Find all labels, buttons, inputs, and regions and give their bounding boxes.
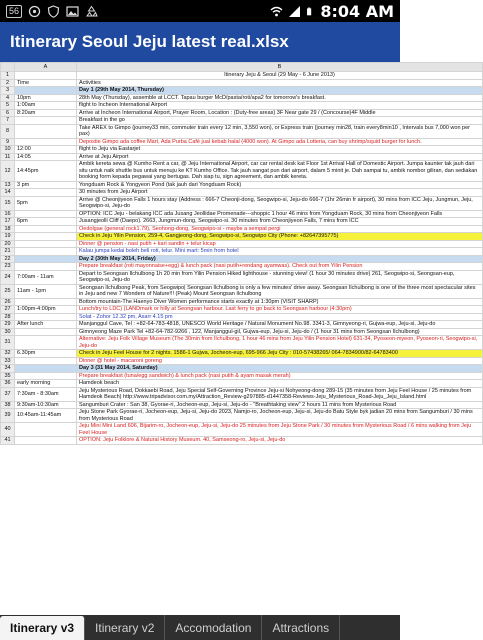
row-number[interactable]: 17 [1,218,15,226]
activity-cell[interactable]: Oedolgae (general rock1.79), Seohong-dong, Seogwipo-si - maybe a sempat pergi [77,225,483,233]
table-row [1,263,483,271]
row-number[interactable]: 15 [1,196,15,210]
table-row [1,210,483,218]
activity-cell[interactable]: Arrive at Incheon International Airport, Prayer Room, Location : (Duty-free areas) 3F Near gate 29 / (Concourse)4F Middle [77,109,483,117]
time-cell[interactable] [15,365,77,373]
activity-cell[interactable]: Gimnyeong Maze Park Tel +82-64-782-9266 , 122, Manjanggul-gil, Gujwa-eup, Jeju-si, Jeju-do / (1 hour 31 mins from Seongsan Ilchulbong) [77,328,483,336]
clock: 8:04 AM [320,1,394,21]
row-number[interactable]: 4 [1,94,15,102]
table-row [1,255,483,263]
table-row [1,357,483,365]
activity-cell[interactable]: Alternative: Jeju Folk Village Museum (The 30min from Ilchulbong, 1 hour 46 mins from Jeju Yilin Pension Hotel) 631-34, Pyoseon-myeon, Pyoseon-ri, Seogwipo-si, Jeju-do [77,336,483,350]
time-cell[interactable]: After lunch [15,321,77,329]
sheet-grid[interactable] [0,62,483,445]
time-cell[interactable]: 7:30am - 8:30am [15,387,77,401]
table-row [1,313,483,321]
time-cell[interactable] [15,372,77,380]
notification-count-badge: 56 [6,5,22,18]
status-bar [0,0,400,22]
activity-cell[interactable]: OPTION: Jeju Folklore & Natural History Museum. 40, Samseong-ro, Jeju-si, Jeju-do [77,437,483,445]
time-cell[interactable] [15,124,77,138]
activity-cell[interactable]: Kalau jumpa kedai boleh beli roti, telur. Mini mart: 5min from hotel [77,248,483,256]
row-number[interactable]: 3 [1,87,15,95]
row-number[interactable]: 31 [1,336,15,350]
row-number[interactable]: 35 [1,372,15,380]
activity-cell[interactable]: Sangumburi Crater : San 38, Gyorae-ri, Jocheon-eup, Jeju-si, Jeju-do - "Breathtaking view" 2 hours 11 mins from Mysterious Road [77,401,483,409]
row-number[interactable]: 29 [1,321,15,329]
time-cell[interactable]: 14:05 [15,153,77,161]
time-cell[interactable] [15,313,77,321]
time-cell[interactable] [15,255,77,263]
time-cell[interactable]: 10pm [15,94,77,102]
time-cell[interactable]: 11am - 1pm [15,284,77,298]
sheet-tab[interactable]: Itinerary v2 [85,615,165,640]
signal-icon [288,5,301,18]
sheet-tab[interactable]: Itinerary v3 [0,616,85,640]
row-number[interactable]: 10 [1,146,15,154]
activity-cell[interactable]: Prepare breakfast (tuna/egg sandwich) & lunch pack (nasi putih & ayam masak merah) [77,372,483,380]
table-row [1,153,483,161]
row-number[interactable]: 36 [1,380,15,388]
table-row [1,240,483,248]
table-row [1,87,483,95]
table-row [1,328,483,336]
row-number[interactable]: 40 [1,423,15,437]
time-cell[interactable]: 6.30pm [15,350,77,358]
time-cell[interactable]: 6pm [15,218,77,226]
table-row [1,409,483,423]
time-cell[interactable] [15,263,77,271]
time-cell[interactable] [15,240,77,248]
row-number[interactable]: 21 [1,248,15,256]
activity-cell[interactable]: 30 minutes from Jeju Airport [77,189,483,197]
sheet-tab[interactable]: Attractions [262,615,340,640]
activity-cell[interactable]: Jeju Mysterious Road, Dokkaebi Road, Jeju Special Self-Governing Province Jeju-si Nohyeong-dong 289-15 (35 minutes from Jeju Feel House / 25 minutes from Hamdeok Beach) http://www.tripadvisor.com.my/Attraction_Review-g297885-d1447358-Reviews-Jeju_Mysterious_Road-Jeju_Jeju_Island.html [77,387,483,401]
activity-cell[interactable]: Check in Jeju Feel House for 2 nights. 1586-1 Gujwa, Jocheon-eup, 695-966 Jeju City : 010-57438265/ 064-7834900/82-64783400 [77,350,483,358]
time-cell[interactable] [15,138,77,146]
messenger-icon [28,5,41,18]
table-row [1,79,483,87]
time-cell[interactable] [15,189,77,197]
row-number[interactable]: 13 [1,181,15,189]
shield-icon [47,5,60,18]
time-cell[interactable]: 3 pm [15,181,77,189]
row-number[interactable]: 22 [1,255,15,263]
row-number[interactable]: 9 [1,138,15,146]
wifi-icon [270,5,283,18]
row-number[interactable]: 37 [1,387,15,401]
image-icon [66,5,79,18]
time-cell[interactable] [15,117,77,125]
time-cell[interactable] [15,225,77,233]
table-row [1,298,483,306]
table-row [1,336,483,350]
table-row [1,233,483,241]
activity-cell[interactable]: OPTION: ICC Jeju - belakang ICC ada Jusang Jeollidae Promenade---shoppic 1 hour 46 mins from Yongduam Rock, 30 mins from Cheonjiyeon Falls [77,210,483,218]
table-row [1,380,483,388]
time-cell[interactable] [15,233,77,241]
time-cell[interactable] [15,298,77,306]
table-row [1,387,483,401]
activity-cell[interactable]: Seongsan Ilchulbong Peak, from Seogwipo| Seongsan Ilchulbong is only a few minutes' drive away. Seongsan Ilchulbong is one of the three most spectacular sites in Jeju and new 7 Wonders of Nature!!! (Peak) Mount Seongsan Ilchulbong [77,284,483,298]
table-row [1,196,483,210]
time-cell[interactable] [15,437,77,445]
row-number[interactable]: 32 [1,350,15,358]
activity-cell[interactable]: Dinner @ hotel - macaroni goreng [77,357,483,365]
activity-cell[interactable]: Ambik kereta sewa @ Kumho Rent a car, @ Jeju International Airport, car car rental desk kat Floor 1st Arrival Hall of Domestic Airport. Jumpa kaunter tak jauh dari situ untuk naik shuttle bus untuk menuju ke KT Kumho Office. Tak jauh sangat pun dari airport, dalam 5 minit je. Dah sampai tu, ambik nombor giliran, dan sediakan booking form kepada pegawai yang bertugas. Dah siap tu, sign agreement, dan ambik kereta. [77,161,483,182]
row-number[interactable]: 6 [1,109,15,117]
sheet-tabs [0,615,400,640]
table-row [1,218,483,226]
activity-cell[interactable]: Check in Jeju Yilin Pension, 259-4, Gangjeong-dong, Seogwipo-si, Seogwipo City (Phone: +82647395775) [77,233,483,241]
table-row [1,181,483,189]
recycle-icon [85,5,98,18]
row-number[interactable]: 30 [1,328,15,336]
row-number[interactable]: 26 [1,298,15,306]
table-row [1,248,483,256]
row-number[interactable]: 16 [1,210,15,218]
activity-cell[interactable]: Jusangjeolli Cliff (Daepo). 2663, Jungmun-dong, Seogwipo-si. 30 minutes from Cheonjiyeon Falls, 7 mins from ICC [77,218,483,226]
row-number[interactable]: 38 [1,401,15,409]
row-number[interactable]: 5 [1,102,15,110]
table-row [1,117,483,125]
time-cell[interactable]: 1:00pm-4:00pm [15,306,77,314]
row-number[interactable]: 39 [1,409,15,423]
column-header-b[interactable]: B [77,63,483,72]
activity-cell[interactable]: Day 3 (31 May 2014, Saturday) [77,365,483,373]
activity-cell[interactable]: Depart to Seongsan Ilchulbong 1h 20 min from Yilin Pension Hiked lighthouse - stunning view! (1 hour 30 minutes drive) 261, Seogwipo-si, Seongsan-eup, Seogwipo-si, Jeju-do [77,270,483,284]
row-number[interactable]: 28 [1,313,15,321]
table-row [1,284,483,298]
row-number[interactable]: 2 [1,79,15,87]
activity-cell[interactable]: Yongduam Rock & Yongyeon Pond (tak jauh dari Yongduam Rock) [77,181,483,189]
time-cell[interactable]: 10:45am-11:45am [15,409,77,423]
table-row [1,94,483,102]
row-number[interactable]: 24 [1,270,15,284]
row-number[interactable]: 33 [1,357,15,365]
row-number[interactable]: 34 [1,365,15,373]
activity-cell[interactable]: Day 1 (29th May 2014, Thursday) [77,87,483,95]
activity-cell[interactable]: flight to Jeju via Eastarjet [77,146,483,154]
table-row [1,225,483,233]
time-cell[interactable]: early morning [15,380,77,388]
activity-cell[interactable]: Bottom mountain-The Haenyo Diver Women performance starts exactly at 1:30pm (VISIT SHARP) [77,298,483,306]
row-number[interactable]: 1 [1,72,15,80]
row-number[interactable]: 27 [1,306,15,314]
row-number[interactable]: 12 [1,161,15,182]
table-row [1,365,483,373]
row-number[interactable]: 7 [1,117,15,125]
time-cell[interactable]: 5pm [15,196,77,210]
table-row [1,306,483,314]
table-row [1,102,483,110]
activity-cell[interactable]: Jeju Stone Park Gyorae-ri, Jocheon-eup, Jeju-si, Jeju-do 2023, Namjo-ro, Jocheon-eup, Jeju-si, Jeju-do Batu Style byk jadian 20 mins from Sangumburi / 30 mins from Mysterious Road [77,409,483,423]
table-row [1,437,483,445]
time-cell[interactable]: 12:00 [15,146,77,154]
table-row [1,124,483,138]
table-row [1,138,483,146]
row-number[interactable]: 25 [1,284,15,298]
table-row [1,372,483,380]
time-cell[interactable]: 14:45pm [15,161,77,182]
battery-icon [306,5,315,18]
document-title-bar [0,22,400,62]
time-cell[interactable]: 8:20am [15,109,77,117]
activity-cell[interactable]: Jeju Mini Mini Land 606, Bijarim-ro, Jocheon-eup, Jeju-si, Jeju-do 25 minutes from Jeju Stone Park / 30 minutes from Mysterious Road / 6 mins walking from Jeju Feel House [77,423,483,437]
activity-cell[interactable]: 28th May (Thursday), assemble at LCCT. Tapau burger McD/pasta/roti/apa2 for tomorrow's breakfast. [77,94,483,102]
table-row [1,146,483,154]
activity-cell[interactable]: Activities [77,79,483,87]
activity-cell[interactable]: Breakfast in the go [77,117,483,125]
row-number[interactable]: 14 [1,189,15,197]
row-number[interactable]: 11 [1,153,15,161]
time-cell[interactable]: 9:30am-10:30am [15,401,77,409]
row-number[interactable]: 23 [1,263,15,271]
table-row [1,189,483,197]
row-number[interactable]: 18 [1,225,15,233]
time-cell[interactable] [15,423,77,437]
time-cell[interactable] [15,210,77,218]
table-row [1,350,483,358]
activity-cell[interactable]: Dinner @ pension - nasi putih + kari sandin + telur kicap [77,240,483,248]
table-row [1,72,483,80]
time-cell[interactable] [15,248,77,256]
table-row [1,423,483,437]
activity-cell[interactable]: Solat - Zohor 12.32 pm, Asarr 4.15 pm [77,313,483,321]
column-header-a[interactable]: A [15,63,77,72]
time-cell[interactable]: 1:00am [15,102,77,110]
table-row [1,401,483,409]
spreadsheet-view[interactable] [0,62,478,615]
select-all-corner[interactable] [1,63,15,72]
activity-cell[interactable]: Hamdeok beach [77,380,483,388]
activity-cell[interactable]: Lunch/try to LDC) (LANDmark or hilly at Seongsan harbour. Last ferry to go back to Seongsan harbour (4:30pm) [77,306,483,314]
time-cell[interactable] [15,87,77,95]
table-row [1,321,483,329]
activity-cell[interactable]: Day 2 (30th May 2014, Friday) [77,255,483,263]
table-row [1,109,483,117]
activity-cell[interactable]: Take AREX to Gimpo (journey33 min, commuter train every 12 min, 3,550 won), or Express train (journey min28, train every8min10 , Intervals bus 7,000 won per pax) [77,124,483,138]
row-number[interactable]: 41 [1,437,15,445]
row-number[interactable]: 19 [1,233,15,241]
activity-cell[interactable]: Arrive @ Cheonjiyeon Falls 1 hours stay (Address : 666-7 Cheonji-dong, Seogwipo-si, Jeju-do 666-7 (1hr 26min fr airport), 30 mins from ICC Jeju, Jungmun, Jeju, Seogwipo-si, Jeju-do [77,196,483,210]
activity-cell[interactable]: Depostie Gimpo ada coffee Mart, Ada Purba Café jual kebab halal (4000 won). At Gimpo ada Lotteria, can buy shrimp/squid burger for lunch. [77,138,483,146]
time-cell[interactable]: 7:00am - 11am [15,270,77,284]
column-header-row [1,63,483,72]
activity-cell[interactable]: Arrive at Jeju Airport [77,153,483,161]
activity-cell[interactable]: flight to Incheon International Airport [77,102,483,110]
time-cell[interactable] [15,328,77,336]
activity-cell[interactable]: Itinerary Jeju & Seoul (29 May - 6 June 2013) [77,72,483,80]
table-row [1,161,483,182]
row-number[interactable]: 8 [1,124,15,138]
time-cell[interactable] [15,72,77,80]
time-cell[interactable]: Time [15,79,77,87]
activity-cell[interactable]: Prepare breakfast (roti mayonnaise+egg) & lunch pack (nasi putih+rendang ayamwas). Check out from Yilin Pension [77,263,483,271]
row-number[interactable]: 20 [1,240,15,248]
time-cell[interactable] [15,336,77,350]
table-row [1,270,483,284]
activity-cell[interactable]: Manjanggul Cave, Tel : +82-64-783-4818, UNESCO World Heritage / Natural Monument No.98. 3341-3, Gimnyeong-ri, Gujwa-eup, Jeju-si, Jeju-do [77,321,483,329]
sheet-tab[interactable]: Accomodation [165,615,262,640]
document-title: Itinerary Seoul Jeju latest real.xlsx [10,32,289,51]
time-cell[interactable] [15,357,77,365]
